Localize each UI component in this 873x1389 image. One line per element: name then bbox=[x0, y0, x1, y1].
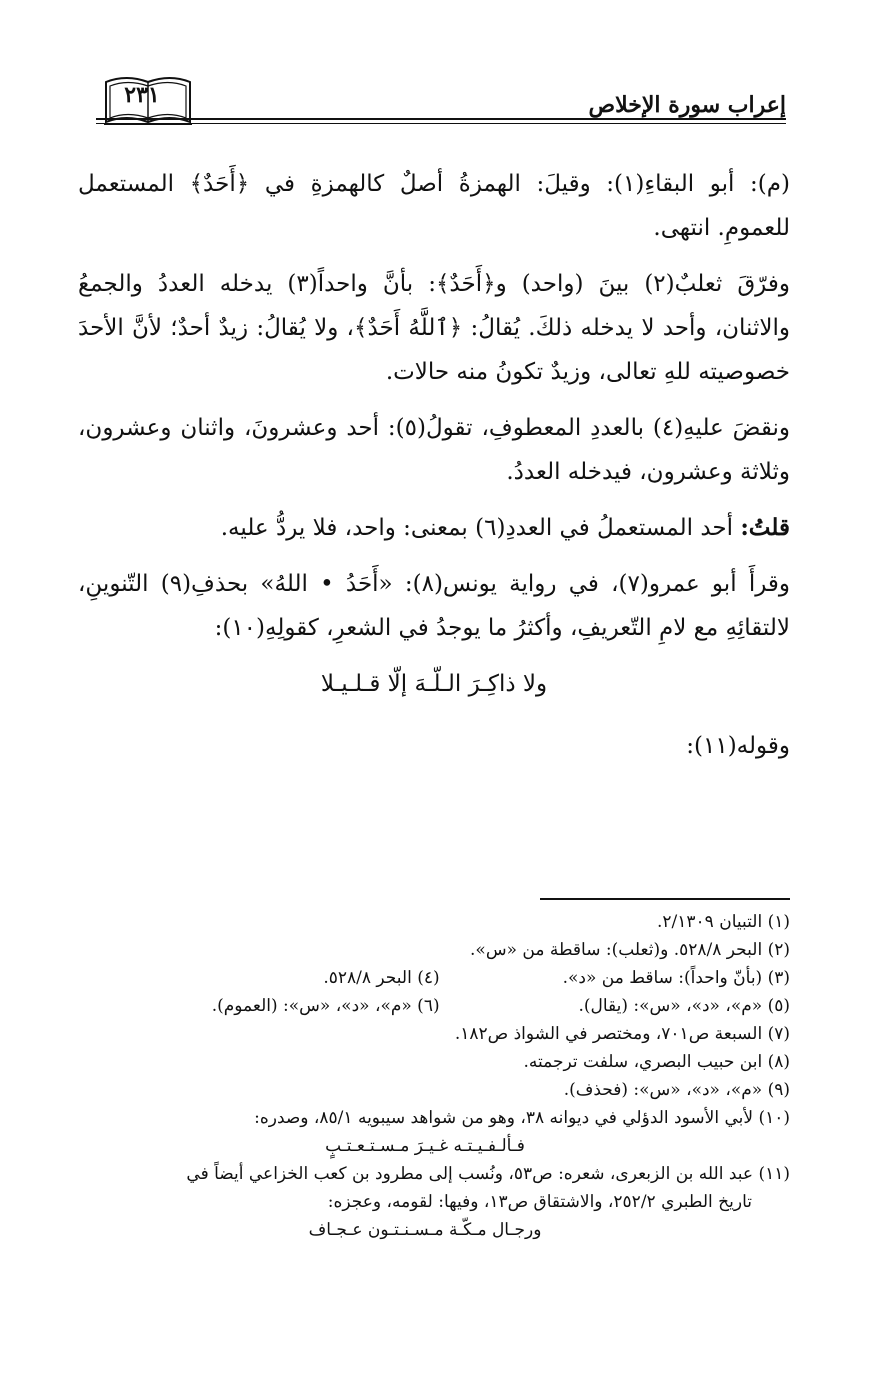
footnote-5: (٥) «م»، «د»، «س»: (يقال). bbox=[578, 996, 790, 1016]
footnote-2: (٢) البحر ٥٢٨/٨. و(ثعلب): ساقطة من «س». bbox=[470, 940, 790, 960]
footnote-row-3-4 bbox=[60, 964, 790, 992]
footnote-1: (١) التبيان ٢/١٣٠٩. bbox=[657, 912, 790, 932]
footnote-8: (٨) ابن حبيب البصري، سلفت ترجمته. bbox=[523, 1052, 790, 1072]
footnote-10-verse: فـألـفـيـتـه غـيـرَ مـسـتـعـتـبٍ bbox=[325, 1136, 525, 1156]
paragraph-4-text: أحد المستعملُ في العددِ(٦) بمعنى: واحد، فلا يردُّ عليه. bbox=[220, 515, 733, 541]
footnote-6: (٦) «م»، «د»، «س»: (العموم). bbox=[211, 996, 440, 1016]
paragraph-1: (م): أبو البقاءِ(١): وقيلَ: الهمزةُ أصلٌ كالهمزةِ في ﴿أَحَدٌ﴾ المستعمل للعمومِ. انتهى. bbox=[78, 171, 790, 241]
footnote-11-continued: تاريخ الطبري ٢٥٢/٢، والاشتقاق ص١٣، وفيها: لقومه، وعجزه: bbox=[327, 1192, 752, 1212]
footnote-4: (٤) البحر ٥٢٨/٨. bbox=[323, 968, 440, 988]
page-header bbox=[96, 66, 786, 136]
footnote-9: (٩) «م»، «د»، «س»: (فحذف). bbox=[563, 1080, 790, 1100]
paragraph-6: وقوله(١١): bbox=[686, 733, 790, 759]
footnote-10: (١٠) لأبي الأسود الدؤلي في ديوانه ٣٨، وهو من شواهد سيبويه ٨٥/١، وصدره: bbox=[254, 1108, 790, 1128]
main-text bbox=[78, 162, 790, 780]
paragraph-2: وفرّقَ ثعلبٌ(٢) بينَ (واحد) و﴿أَحَدٌ﴾: بأنَّ واحداً(٣) يدخله العددُ والجمعُ والاثنان، وأحد لا يدخله ذلكَ. يُقالُ: ﴿ٱللَّهُ أَحَدٌ﴾، ولا يُقالُ: زيدٌ أحدٌ؛ لأنَّ الأحدَ خصوصيته للهِ تعالى، وزيدٌ تكونُ منه حالات. bbox=[78, 271, 790, 385]
verse-line: ولا ذاكِـرَ الـلّـهَ إلّا قـلـيـلا bbox=[320, 671, 548, 697]
chapter-title: إعراب سورة الإخلاص bbox=[588, 92, 786, 118]
qultu-lead: قلتُ: bbox=[740, 514, 790, 541]
footnote-3: (٣) (بأنّ واحداً): ساقط من «د». bbox=[562, 968, 790, 988]
footnote-11: (١١) عبد الله بن الزبعرى، شعره: ص٥٣، ونُسب إلى مطرود بن كعب الخزاعي أيضاً في bbox=[186, 1164, 790, 1184]
paragraph-5: وقرأَ أبو عمرو(٧)، في رواية يونس(٨): «أَحَدُ • اللهُ» بحذفِ(٩) التّنوينِ، لالتقائِهِ مع لامِ التّعريفِ، وأكثرُ ما يوجدُ في الشعرِ، كقولِهِ(١٠): bbox=[78, 571, 790, 641]
paragraph-4 bbox=[78, 506, 790, 550]
page-number: ٢٣١ bbox=[124, 82, 160, 108]
header-rule-thin bbox=[96, 123, 786, 124]
footnote-separator bbox=[540, 898, 790, 900]
paragraph-3: ونقضَ عليهِ(٤) بالعددِ المعطوفِ، تقولُ(٥): أحد وعشرونَ، واثنان وعشرون، وثلاثة وعشرون، فيدخله العددُ. bbox=[78, 415, 790, 485]
footnotes bbox=[60, 908, 790, 1244]
footnote-row-5-6 bbox=[60, 992, 790, 1020]
footnote-11-verse: ورجـال مـكّـة مـسـنـتـون عـجـاف bbox=[308, 1220, 542, 1240]
header-rule bbox=[96, 118, 786, 120]
footnote-7: (٧) السبعة ص٧٠١، ومختصر في الشواذ ص١٨٢. bbox=[454, 1024, 790, 1044]
